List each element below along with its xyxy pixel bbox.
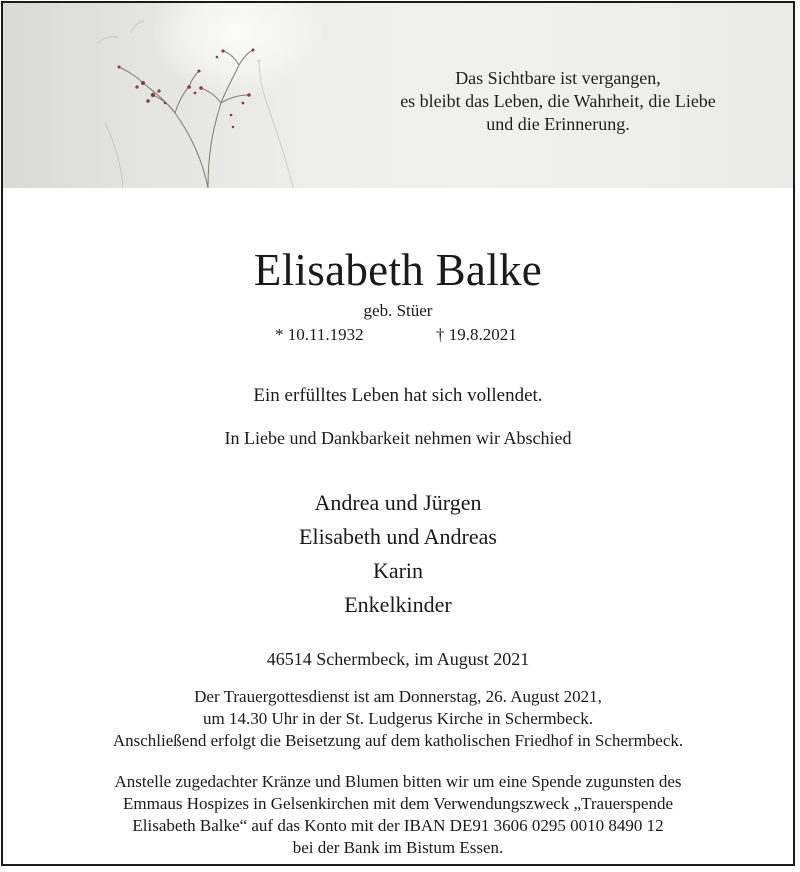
service-line: um 14.30 Uhr in der St. Ludgerus Kirche in Schermbeck.	[203, 709, 593, 728]
header-photo	[3, 3, 793, 188]
donation-line: bei der Bank im Bistum Essen.	[292, 838, 504, 857]
mourner-name: Elisabeth und Andreas	[299, 524, 497, 549]
donation-line: Emmaus Hospizes in Gelsenkirchen mit dem Verwendungszweck „Trauerspende	[122, 794, 673, 813]
service-info	[3, 686, 793, 752]
life-fulfilled-text: Ein erfülltes Leben hat sich vollendet.	[253, 385, 543, 406]
birth-date: * 10.11.1932	[275, 325, 364, 344]
death-date: † 19.8.2021	[436, 325, 517, 344]
mourner-name: Karin	[372, 558, 424, 583]
place-date: 46514 Schermbeck, im August 2021	[266, 649, 530, 669]
header-quote	[343, 67, 773, 136]
mourners-list	[3, 486, 793, 622]
quote-line: Das Sichtbare ist vergangen,	[455, 68, 661, 88]
maiden-name: geb. Stüer	[363, 301, 433, 320]
obituary-card	[1, 1, 795, 866]
farewell-text: In Liebe und Dankbarkeit nehmen wir Abschied	[224, 428, 572, 448]
quote-line: es bleibt das Leben, die Wahrheit, die Liebe	[400, 91, 716, 111]
deceased-name: Elisabeth Balke	[253, 245, 543, 295]
mourner-name: Enkelkinder	[344, 592, 452, 617]
quote-line: und die Erinnerung.	[486, 114, 630, 134]
donation-line: Elisabeth Balke“ auf das Konto mit der IBAN DE91 3606 0295 0010 8490 12	[132, 816, 664, 835]
service-line: Anschließend erfolgt die Beisetzung auf dem katholischen Friedhof in Schermbeck.	[112, 731, 684, 750]
donation-line: Anstelle zugedachter Kränze und Blumen bitten wir um eine Spende zugunsten des	[114, 772, 682, 791]
donation-info	[3, 771, 793, 859]
mourner-name: Andrea und Jürgen	[314, 490, 482, 515]
service-line: Der Trauergottesdienst ist am Donnerstag, 26. August 2021,	[194, 687, 602, 706]
